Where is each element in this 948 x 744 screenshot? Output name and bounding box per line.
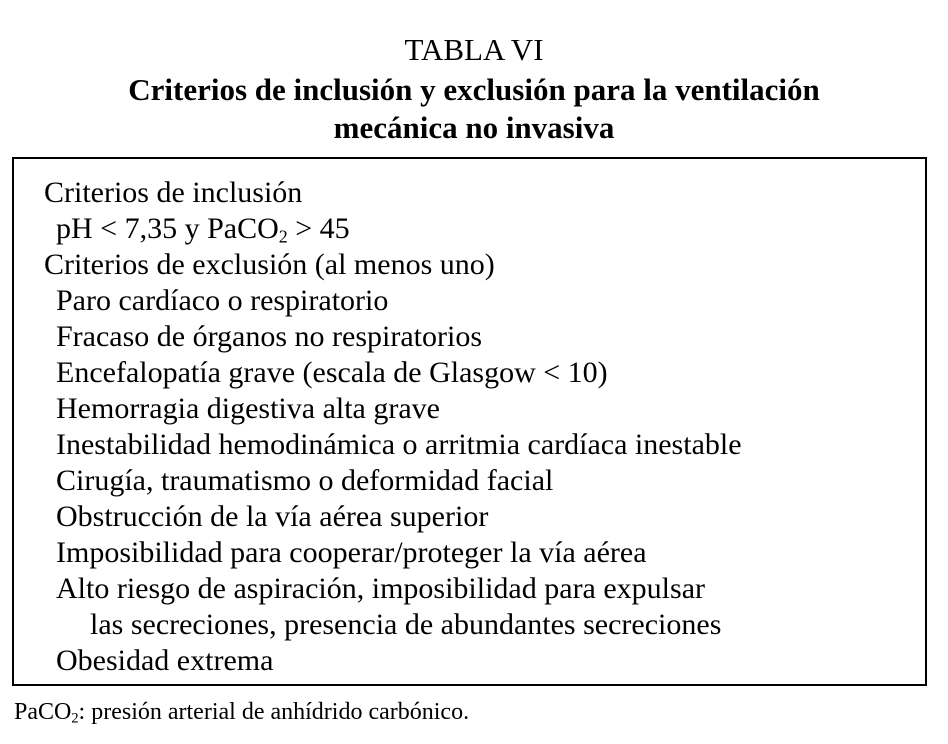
exclusion-item: Imposibilidad para cooperar/proteger la vía aérea [56, 536, 647, 569]
footnote-abbr: PaCO [14, 699, 72, 725]
table-label: TABLA VI [404, 32, 544, 67]
exclusion-item: Paro cardíaco o respiratorio [56, 284, 389, 317]
criteria-box [12, 157, 927, 686]
exclusion-item: Inestabilidad hemodinámica o arritmia cardíaca inestable [56, 428, 742, 461]
footnote [14, 697, 469, 727]
exclusion-item: Encefalopatía grave (escala de Glasgow < 10) [56, 356, 608, 389]
inclusion-item [56, 211, 350, 247]
exclusion-item: Fracaso de órganos no respiratorios [56, 320, 483, 353]
footnote-definition: : presión arterial de anhídrido carbónico. [78, 699, 470, 725]
exclusion-item: Hemorragia digestiva alta grave [56, 392, 440, 425]
table-title: Criterios de inclusión y exclusión para la ventilación [128, 72, 820, 107]
footnote-subscript: 2 [71, 710, 79, 727]
exclusion-heading: Criterios de exclusión (al menos uno) [44, 248, 495, 281]
inclusion-item-text: pH < 7,35 y PaCO [56, 212, 279, 245]
exclusion-item: Cirugía, traumatismo o deformidad facial [56, 464, 554, 497]
table-title-continued: mecánica no invasiva [333, 110, 615, 145]
exclusion-item-continuation: las secreciones, presencia de abundantes secreciones [90, 608, 722, 641]
exclusion-item: Obesidad extrema [56, 644, 274, 677]
inclusion-heading: Criterios de inclusión [44, 176, 303, 209]
exclusion-item: Alto riesgo de aspiración, imposibilidad para expulsar [56, 572, 705, 605]
exclusion-item: Obstrucción de la vía aérea superior [56, 500, 489, 533]
inclusion-item-subscript: 2 [278, 226, 288, 247]
inclusion-item-threshold: > 45 [287, 212, 350, 245]
